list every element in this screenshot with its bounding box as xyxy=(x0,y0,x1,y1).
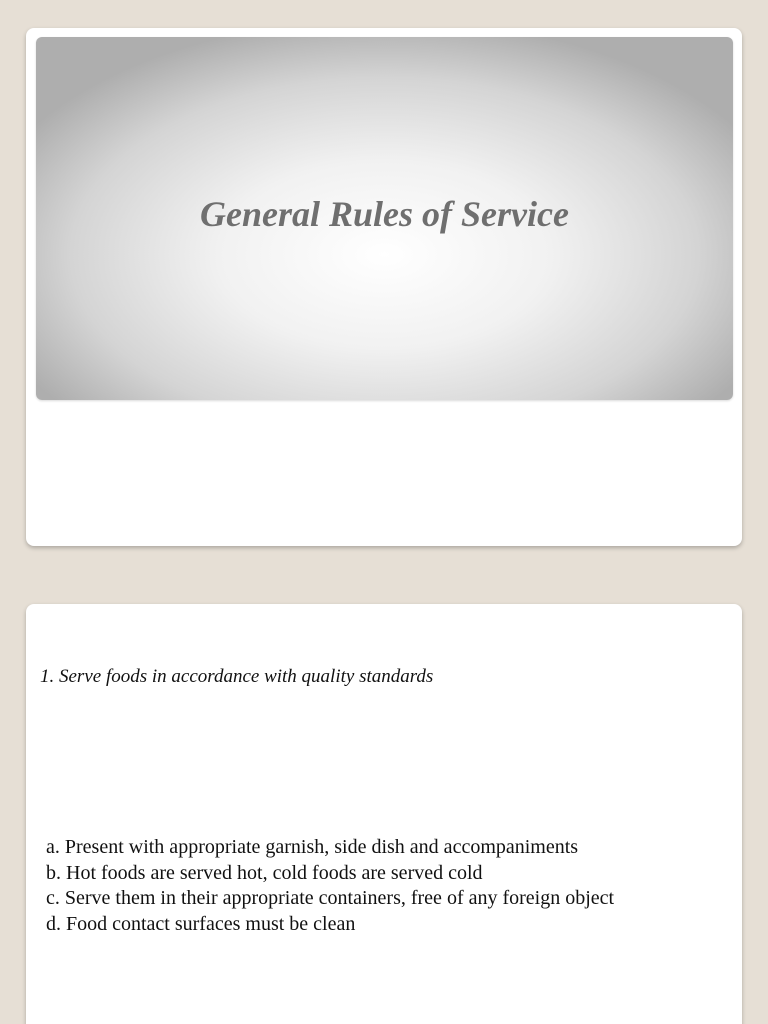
rule-sub-list xyxy=(46,835,614,937)
list-item: a. Present with appropriate garnish, side dish and accompaniments xyxy=(46,836,579,858)
list-item: d. Food contact surfaces must be clean xyxy=(46,912,356,935)
list-item: c. Serve them in their appropriate containers, free of any foreign object xyxy=(46,887,615,909)
slide-2 xyxy=(26,604,742,1024)
rule-heading: 1. Serve foods in accordance with quality standards xyxy=(40,666,434,687)
slide-1 xyxy=(26,28,742,546)
title-panel xyxy=(36,37,733,400)
list-item: b. Hot foods are served hot, cold foods are served cold xyxy=(46,861,483,884)
slide-title: General Rules of Service xyxy=(200,194,569,234)
